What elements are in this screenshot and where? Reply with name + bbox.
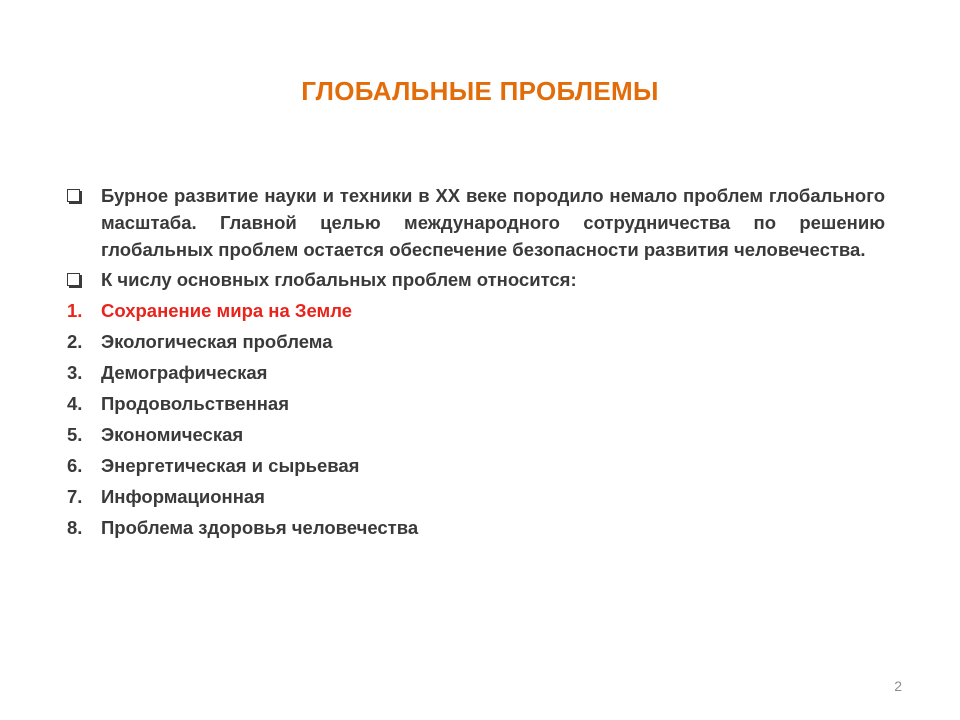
list-item-5 (67, 421, 885, 448)
list-number: 3. (67, 362, 83, 383)
list-number: 8. (67, 517, 83, 538)
bullet-text: К числу основных глобальных проблем относится: (101, 269, 577, 290)
list-text: Сохранение мира на Земле (101, 300, 353, 321)
list-item-4 (67, 390, 885, 417)
bullet-item (67, 266, 885, 293)
bullet-item (67, 182, 885, 263)
list-text: Проблема здоровья человечества (101, 517, 419, 538)
slide-content (67, 182, 885, 541)
page-number: 2 (894, 678, 902, 694)
list-item-3 (67, 359, 885, 386)
list-number: 4. (67, 393, 83, 414)
list-number: 7. (67, 486, 83, 507)
list-text: Энергетическая и сырьевая (101, 455, 360, 476)
list-number: 6. (67, 455, 83, 476)
checkbox-icon (67, 189, 80, 202)
list-text: Информационная (101, 486, 265, 507)
checkbox-icon (67, 273, 80, 286)
list-number: 2. (67, 331, 83, 352)
list-text: Экономическая (101, 424, 244, 445)
bullet-text: Бурное развитие науки и техники в XX веке породило немало проблем глобального масштаба. Главной целью международного сотрудничества по решению глобальных проблем остается обеспечение безопасности развития человечества. (101, 185, 885, 260)
list-text: Экологическая проблема (101, 331, 333, 352)
list-text: Продовольственная (101, 393, 289, 414)
slide-title: ГЛОБАЛЬНЫЕ ПРОБЛЕМЫ (301, 76, 659, 106)
list-item-2 (67, 328, 885, 355)
list-number: 1. (67, 300, 83, 321)
list-number: 5. (67, 424, 83, 445)
list-text: Демографическая (101, 362, 268, 383)
list-item-8 (67, 514, 885, 541)
list-item-1 (67, 297, 885, 324)
list-item-7 (67, 483, 885, 510)
list-item-6 (67, 452, 885, 479)
